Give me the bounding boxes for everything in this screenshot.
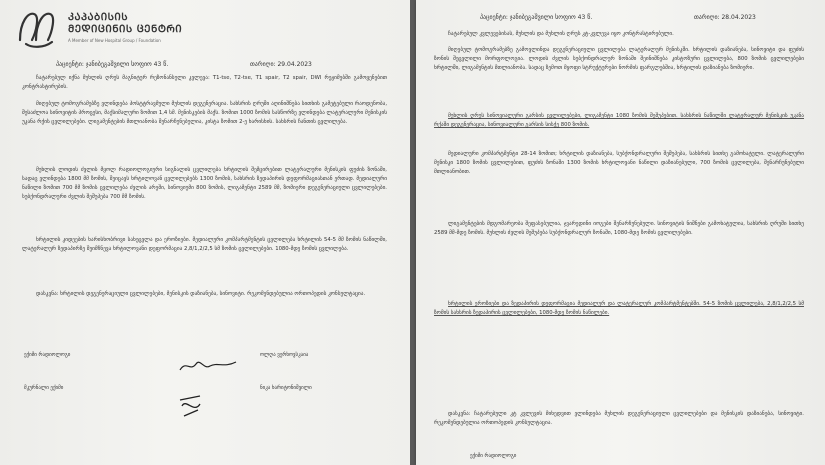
clinic-subtitle: A Member of New Hospital Group / Foundation — [68, 38, 161, 43]
patient-heading-right: პაციენტი: ჯანიბეგაშვილი სოფიო 43 წ. — [480, 14, 593, 21]
report-date: თარიღი: 29.04.2023 — [250, 61, 312, 68]
patient-heading: პაციენტი: ჯანიბეგაშვილი სოფიო 43 წ. — [56, 61, 169, 68]
physician-role: მკურნალი ექიმი — [24, 385, 64, 391]
paragraph-4: ხრტილის კიდეების ხარისხობრივი სახეცვლა და ეროზიები. მედიალური კომპარტმენტის ცვლილება ხრტილის 54-5 მმ ზომის ნაწილში, ლატერალურ ზედაპირზე შეიმჩნევა ხრტილოვანი დეფორმაცია 2,8/1,2/2,5 სმ ზომის ცვლილებები. 1080-მდე ზომის ცვლილება. — [22, 237, 387, 252]
radiologist-role: ექიმი რადიოლოგი — [24, 352, 71, 358]
document-page-left — [0, 0, 410, 465]
clinic-name-line1: ᲙᲐᲞᲐᲑᲘᲡᲘᲡ — [68, 12, 129, 23]
radiologist-role-right: ექიმი რადიოლოგი — [470, 453, 517, 459]
physician-name: ნიკა ხარიტონიშვილი — [260, 385, 312, 391]
report-date-right: თარიღი: 28.04.2023 — [694, 14, 756, 21]
signature-1 — [178, 356, 238, 376]
paragraph-2: მიღებულ ტომოგრამებზე ვლინდება პოსტტრავმული მუხლის დეგენერაცია. სახსრის ღრუში აღინიშნება სითხის გამეტებული რაოდენობა, შესაძლოა სინოვიტის პროცესი, მაქსიმალური ზომით 1,4 სმ. მენისკების მაქს. ზომით 1000 ზომის სასწორზე ვლინდება ლატერალური მენისკის უკანა რქის ცვლილებები. ლიგამენტების მთლიანობა შენარჩუნებულია, კისტა ზომით 2-ე ხარისხის. სახსრის ჩანთის ცვლილება. — [22, 101, 387, 125]
paragraph-5-right: ხრტილის ეროზიები და ზედაპირის დეფორმაცია მედიალურ და ლატერალურ კომპარტმენტებში. 54-5 ზომის ცვლილება, 2,8/1,2/2,5 სმ ზომის სახსრის ზედაპირის ცვლილებები, 1080-მდე ზომის ნაწილები. — [434, 301, 804, 316]
document-page-right — [416, 0, 825, 465]
clinic-logo — [14, 6, 204, 50]
intro-paragraph: ჩატარებულ კვლევებისას, მუხლის და მუხლის ღრუს კტ-კვლევა იყო კონტრასტირებული. — [448, 31, 674, 37]
paragraph-4-right: ლიგამენტების მდგომარეობა შეფასებულია, ჯვარედინი იოგები შენარჩუნებული. სინოვიტის ნიშნები გამოხატულია, სახსრის ღრუში სითხე 2589 მმ-მდე ზომის. მუხლის ძვლის შეშუპება სუბქონდრალურ ზონაში, 1080-მდე ზომის ცვლილებები. — [434, 221, 804, 236]
logo-icon — [14, 6, 60, 50]
paragraph-3-right: მედიალური კომპარტმენტი 28-14 ზომით; ხრტილის დაზიანება, სუბქონდრალური შეშუპება, სახსრის სითხე გამოხატული. ლატერალური მენისკი 1800 ზომის ცვლილებით, ფუძის ზონაში 1300 ზომის ხრტილოვანი ნაწილი დაზიანებული, 700 ზომის ცვლილება, შენარჩუნებული მთლიანობით. — [434, 151, 804, 175]
signature-2 — [176, 390, 206, 420]
paragraph-5: დასკვნა: ხრტილის დეგენერაციული ცვლილებები, მენისკის დაზიანება, სინოვიტი. რეკომენდებულია ორთოპედის კონსულტაცია. — [36, 291, 366, 297]
paragraph-3: მუხლის ლოდის ძვლის მყოლ რადიოლოგიური სიგნალის ცვლილება ხრტილის შემცირებით ლატერალური მენისკის ფუძის ზონაში, სადაც ვლინდება 1800 მმ ზომის, შეიცავს ხრტილოვან ცვლილებებს 1300 ზომის, სახსრის ზედაპირის დეფორმაციასთან ერთად. მედიალური ნაწილი ზომით 700 მმ ზომის ცვლილება ძვლის არეში, სინოვიუმი 800 ზომის, ლიგამენტი 2589 მმ, ზომიერი დეგენერაციული ცვლილებები. სუბქონდრალური ძვლის შეშუპება 700 მმ ზომის. — [22, 167, 387, 200]
paragraph-1-right: მიღებულ ტომოგრამებზე გამოვლინდა დეგენერაციული ცვლილება ლატერალურ მენისკში. ხრტილის დაზიანება, სინოვიტი და ფუძის ზონის შეცვლილი მორფოლოგია. ლოდის ძვლის სუბქონდრალურ ზონაში შეინიშნება კისტოზური ცვლილება, 800 ზომის ცვლილებები ხრტილში, ლიგამენტის მთლიანობა. სადაც ზემოთ მყოფი სტრუქტურები ნორმის ფარგლებშია, ხრტილის დაზიანება ზომიერი. — [434, 47, 804, 71]
conclusion-right: დასკვნა: ჩატარებული კტ კვლევის მიხედვით ვლინდება მუხლის დეგენერაციული ცვლილებები და მენისკის დაზიანება, სინოვიტი. რეკომენდებულია ორთოპედის კონსულტაცია. — [434, 411, 804, 426]
radiologist-name: ოლღა ვერხოვსკაია — [260, 352, 309, 358]
paragraph-2-right: მუხლის ღრუს სინოვიალური გარსის ცვლილებები, ლიგამენტი 1080 ზომის შეშუპებით. სახსრის ნაწილში ლატერალურ მენისკის უკანა რქაში დეგენერაცია, სინოვიალური გარსის სისქე 800 ზომის. — [434, 113, 804, 128]
paragraph-1: ჩატარებულ იქნა მუხლის ღრუს მაგნიტურ რეზონანსული კვლევა: T1-tse, T2-tse, T1 spair, T2 spair, DWI რეჟიმებში გამოყენებით კონტრასტირების. — [22, 75, 387, 90]
clinic-name-line2: ᲛᲔᲓᲘᲪᲘᲜᲘᲡ ᲪᲔᲜᲢᲠᲘ — [68, 24, 183, 35]
